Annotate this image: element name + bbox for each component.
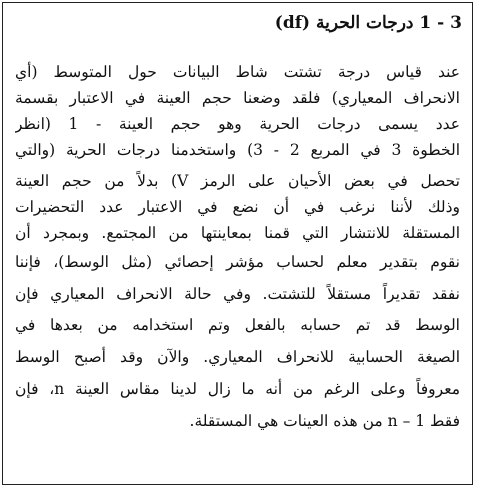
paragraph-line: عند قياس درجة تشتت شاط البيانات حول المتوسط (أي — [15, 63, 460, 81]
paragraph-line: تحصل في بعض الأحيان على الرمز V) بدلاً من حجم العينة — [15, 172, 460, 190]
paragraph-line: وذلك لأننا نرغب في أن نضع في الاعتبار عدد التحضيرات — [15, 198, 460, 216]
paragraph-line: الوسط قد تم حسابه بالفعل وتم استخدامه من بعدها في — [15, 316, 460, 334]
paragraph-line-last: فقط n – 1 من هذه العينات هي المستقلة. — [189, 412, 460, 430]
paragraph-line: الصيغة الحسابية للانحراف المعياري. والآن وقد أصبح الوسط — [15, 348, 460, 366]
paragraph-line: نقوم بتقدير معلم لحساب مؤشر إحصائي (مثل الوسط)، فإننا — [15, 253, 460, 271]
paragraph-line: نفقد تقديراً مستقلاً للتشتت. وفي حالة الانحراف المعياري فإن — [15, 285, 460, 303]
text-box — [2, 2, 473, 485]
paragraph-line: الخطوة 3 في المربع 2 - 3) واستخدمنا درجات الحرية (والتي — [15, 141, 460, 159]
paragraph-line: عدد يسمى درجات الحرية وهو حجم العينة - 1 (انظر — [15, 115, 460, 133]
paragraph-line: معروفاً وعلى الرغم من أنه ما زال لدينا مقاس العينة n، فإن — [15, 380, 460, 398]
paragraph-line: المستقلة للانتشار التي قمنا بمعاينتها من المجتمع. وبمجرد أن — [15, 224, 460, 242]
section-heading: 3 - 1 درجات الحرية (df) — [274, 13, 462, 33]
paragraph-line: الانحراف المعياري) فلقد وضعنا حجم العينة في الاعتبار بقسمة — [15, 89, 460, 107]
